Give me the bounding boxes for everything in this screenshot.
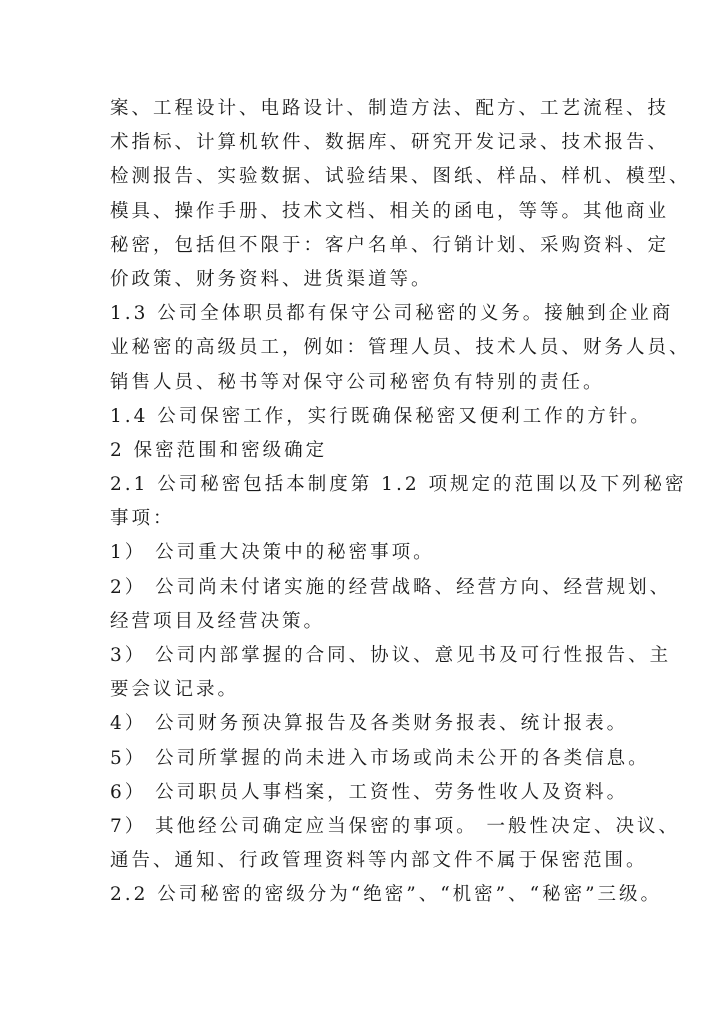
list-item-7: 7） 其他经公司确定应当保密的事项。 一般性决定、决议、 <box>110 815 681 837</box>
text-line: 价政策、财务资料、进货渠道等。 <box>110 268 433 290</box>
list-item-6: 6） 公司职员人事档案，工资性、劳务性收人及资料。 <box>110 781 629 803</box>
list-item-3: 3） 公司内部掌握的合同、协议、意见书及可行性报告、主 <box>110 645 672 666</box>
text-line: 销售人员、秘书等对保守公司秘密负有特别的责任。 <box>110 371 605 393</box>
document-body <box>110 92 691 913</box>
text-line: 术指标、计算机软件、数据库、研究开发记录、技术报告、 <box>110 132 670 154</box>
section-1-3-line: 1.3 公司全体职员都有保守公司秘密的义务。接触到企业商 <box>110 303 674 325</box>
text-line: 模具、操作手册、技术文档、相关的函电，等等。其他商业 <box>110 200 670 222</box>
section-2-2-line: 2.2 公司秘密的密级分为“绝密”、“机密”、“秘密”三级。 <box>110 884 663 906</box>
text-line: 要会议记录。 <box>110 679 240 701</box>
section-2-1-line: 2.1 公司秘密包括本制度第 1.2 项规定的范围以及下列秘密 <box>110 474 687 496</box>
text-line: 案、工程设计、电路设计、制造方法、配方、工艺流程、技 <box>110 98 670 119</box>
list-item-2: 2） 公司尚未付诸实施的经营战略、经营方向、经营规划、 <box>110 576 672 598</box>
text-line: 秘密，包括但不限于：客户名单、行销计划、采购资料、定 <box>110 234 670 256</box>
text-line: 业秘密的高级员工，例如：管理人员、技术人员、财务人员、 <box>110 337 691 359</box>
text-line: 检测报告、实验数据、试验结果、图纸、样品、样机、模型、 <box>110 166 691 188</box>
list-item-1: 1） 公司重大决策中的秘密事项。 <box>110 542 435 564</box>
text-line: 经营项目及经营决策。 <box>110 610 326 632</box>
section-1-4-line: 1.4 公司保密工作，实行既确保秘密又便利工作的方针。 <box>110 405 652 427</box>
list-item-4: 4） 公司财务预决算报告及各类财务报表、统计报表。 <box>110 713 629 735</box>
section-2-heading: 2 保密范围和密级确定 <box>110 439 328 461</box>
list-item-5: 5） 公司所掌握的尚未进入市场或尚未公开的各类信息。 <box>110 747 650 769</box>
text-line: 通告、通知、行政管理资料等内部文件不属于保密范围。 <box>110 850 648 872</box>
text-line: 事项： <box>110 508 175 530</box>
